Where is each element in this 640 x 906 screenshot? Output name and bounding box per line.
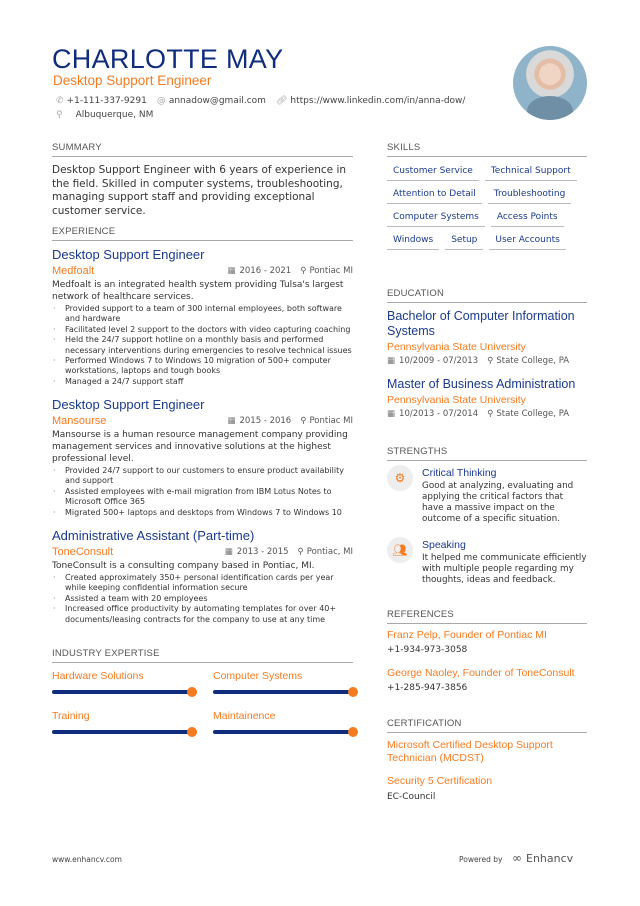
job-meta-row: [52, 265, 353, 277]
footer-site[interactable]: www.enhancv.com: [52, 855, 122, 864]
job-location: [300, 416, 353, 426]
strength-body: [422, 539, 587, 586]
at-icon: @: [156, 96, 166, 106]
location-pin-icon: ⚲: [297, 547, 304, 557]
dates-text: 10/2013 - 07/2014: [399, 409, 479, 419]
contact-location: [56, 110, 153, 120]
brand-name: Enhancv: [526, 851, 574, 865]
skill-tag: Setup: [445, 235, 483, 250]
education-dates: [387, 356, 478, 366]
location-pin-icon: ⚲: [487, 409, 494, 419]
education-dates: [387, 409, 478, 419]
certification-list: [387, 739, 587, 802]
job-entry: [52, 528, 353, 625]
company-name: Mansourse: [52, 415, 107, 427]
strength-description: It helped me communicate efficiently with multiple people regarding my thoughts, ideas and feedback.: [422, 553, 587, 585]
expertise-label: Computer Systems: [213, 670, 303, 682]
degree-title: Bachelor of Computer Information Systems: [387, 309, 575, 338]
reference-phone: +1-934-973-3058: [387, 645, 468, 655]
school-name: Pennsylvania State University: [387, 394, 526, 406]
job-meta: [225, 547, 353, 557]
certification-entry: [387, 739, 587, 765]
achievement-item: · Assisted a team with 20 employees: [52, 594, 353, 604]
job-meta-row: [52, 415, 353, 427]
expertise-level-knob: [348, 687, 358, 697]
certification-name: Security 5 Certification: [387, 775, 493, 787]
job-location: [300, 266, 353, 276]
contact-email[interactable]: [157, 96, 266, 106]
reference-phone: +1-285-947-3856: [387, 683, 468, 693]
job-dates: [227, 266, 291, 276]
location-text: Pontiac MI: [309, 416, 353, 426]
job-dates: [227, 416, 291, 426]
skill-tag: Access Points: [491, 212, 564, 227]
enhancv-logo: [512, 851, 573, 865]
expertise-item: [52, 710, 192, 734]
skill-tag: Customer Service: [387, 166, 479, 181]
job-meta: [227, 266, 353, 276]
people-icon: 👥︎: [387, 537, 413, 563]
expertise-bar: [52, 730, 192, 734]
location-text: State College, PA: [496, 356, 570, 366]
expertise-bar: [213, 730, 353, 734]
reference-name: George Naoley, Founder of ToneConsult: [387, 667, 575, 679]
achievement-item: · Facilitated level 2 support to the doctors with video capturing coaching: [52, 325, 353, 335]
references-list: [387, 629, 587, 693]
strengths-list: [387, 467, 587, 586]
education-list: [387, 309, 587, 419]
company-description: Medfoalt is an integrated health system providing Tulsa's largest network of healthcare services.: [52, 280, 344, 302]
location-text: Pontiac MI: [309, 266, 353, 276]
location-pin-icon: ⚲: [487, 356, 494, 366]
reference-entry: [387, 667, 587, 693]
skill-tag: Windows: [387, 235, 439, 250]
calendar-icon: ▦: [224, 547, 233, 557]
dates-text: 2015 - 2016: [239, 416, 292, 426]
dates-text: 2013 - 2015: [236, 547, 289, 557]
location-pin-icon: ⚲: [56, 110, 63, 120]
reference-entry: [387, 629, 587, 655]
expertise-heading: INDUSTRY EXPERTISE: [52, 648, 353, 663]
education-meta: [387, 409, 587, 419]
school-name: Pennsylvania State University: [387, 341, 526, 353]
job-title: Administrative Assistant (Part-time): [52, 528, 255, 543]
company-name: Medfoalt: [52, 265, 95, 277]
education-location: [487, 356, 569, 366]
strength-description: Good at analyzing, evaluating and applying the critical factors that have a massive impact on the outcome of a specific situation.: [422, 481, 574, 524]
profile-photo: [513, 46, 587, 120]
dates-text: 10/2009 - 07/2013: [399, 356, 479, 366]
achievement-item: · Managed a 24/7 support staff: [52, 377, 353, 387]
location-pin-icon: ⚲: [300, 266, 307, 276]
footer-powered-by: Powered by: [459, 855, 503, 864]
candidate-title: Desktop Support Engineer: [53, 73, 212, 88]
strength-title: Critical Thinking: [422, 467, 497, 479]
expertise-item: [213, 670, 353, 694]
skill-tag: User Accounts: [489, 235, 565, 250]
company-name: ToneConsult: [52, 546, 114, 558]
skill-tag: Troubleshooting: [488, 189, 572, 204]
strength-body: [422, 467, 587, 525]
phone-text: +1-111-337-9291: [66, 96, 147, 106]
achievement-item: · Migrated 500+ laptops and desktops from Windows 7 to Windows 10: [52, 508, 353, 518]
summary-heading: SUMMARY: [52, 142, 353, 157]
certification-heading: CERTIFICATION: [387, 718, 587, 733]
gears-icon: ⚙: [387, 465, 413, 491]
achievement-item: · Held the 24/7 support hotline on a monthly basis and performed necessary interventions during emergencies to resolve technical issues: [52, 335, 353, 356]
job-meta: [227, 416, 353, 426]
company-description: ToneConsult is a consulting company based in Pontiac, MI.: [52, 561, 315, 571]
education-location: [487, 409, 569, 419]
expertise-label: Hardware Solutions: [52, 670, 144, 682]
location-text: Albuquerque, NM: [75, 110, 154, 120]
strength-item: [387, 467, 587, 525]
achievement-item: · Provided 24/7 support to our customers to ensure product availability and support: [52, 466, 353, 487]
summary-text: Desktop Support Engineer with 6 years of experience in the field. Skilled in computer systems, troubleshooting, managing support staff and providing exceptional customer service.: [52, 164, 347, 217]
education-entry: [387, 377, 587, 419]
reference-name: Franz Pelp, Founder of Pontiac MI: [387, 629, 547, 641]
company-description: Mansourse is a human resource management company providing management services and innovative solutions at the highest professional level.: [52, 430, 348, 464]
expertise-level-knob: [187, 687, 197, 697]
strength-title: Speaking: [422, 539, 466, 551]
location-text: State College, PA: [496, 409, 570, 419]
candidate-name: CHARLOTTE MAY: [52, 44, 284, 74]
job-meta-row: [52, 546, 353, 558]
skills-list: [387, 166, 587, 250]
achievement-list: [52, 573, 353, 625]
certification-name: Microsoft Certified Desktop Support Technician (MCDST): [387, 739, 553, 764]
achievement-item: · Provided support to a team of 300 internal employees, both software and hardware: [52, 304, 353, 325]
education-meta: [387, 356, 587, 366]
job-dates: [225, 547, 289, 557]
expertise-item: [52, 670, 192, 694]
achievement-list: [52, 466, 353, 518]
expertise-bar: [52, 690, 192, 694]
skill-tag: Attention to Detail: [387, 189, 482, 204]
calendar-icon: ▦: [227, 266, 236, 276]
certification-issuer: EC-Council: [387, 792, 436, 802]
location-text: Pontiac, MI: [306, 547, 353, 557]
job-entry: [52, 397, 353, 518]
references-heading: REFERENCES: [387, 609, 587, 624]
link-text[interactable]: https://www.linkedin.com/in/anna-dow/: [290, 96, 466, 106]
expertise-label: Training: [52, 710, 90, 722]
contact-phone: [56, 96, 147, 106]
job-title: Desktop Support Engineer: [52, 397, 205, 412]
strength-item: [387, 539, 587, 586]
expertise-grid: [52, 670, 353, 734]
education-entry: [387, 309, 587, 366]
infinity-icon: ∞: [512, 851, 522, 865]
expertise-label: Maintainence: [213, 710, 276, 722]
strengths-heading: STRENGTHS: [387, 446, 587, 461]
skill-tag: Computer Systems: [387, 212, 485, 227]
experience-heading: EXPERIENCE: [52, 226, 353, 241]
dates-text: 2016 - 2021: [239, 266, 292, 276]
skill-tag: Technical Support: [485, 166, 577, 181]
achievement-item: · Increased office productivity by automating templates for over 40+ documents/leasing contracts for the company to use at any time: [52, 604, 353, 625]
link-icon: 🔗︎: [275, 96, 288, 106]
expertise-level-knob: [348, 727, 358, 737]
contact-row: [56, 96, 465, 106]
calendar-icon: ▦: [387, 409, 396, 419]
email-text[interactable]: annadow@gmail.com: [168, 96, 266, 106]
location-pin-icon: ⚲: [300, 416, 307, 426]
phone-icon: ✆: [56, 96, 64, 106]
education-heading: EDUCATION: [387, 288, 587, 303]
achievement-item: · Assisted employees with e-mail migration from IBM Lotus Notes to Microsoft Office 365: [52, 487, 353, 508]
achievement-item: · Created approximately 350+ personal identification cards per year while keeping confidential information secure: [52, 573, 353, 594]
calendar-icon: ▦: [227, 416, 236, 426]
degree-title: Master of Business Administration: [387, 377, 576, 391]
job-location: [298, 547, 353, 557]
expertise-item: [213, 710, 353, 734]
expertise-bar: [213, 690, 353, 694]
job-title: Desktop Support Engineer: [52, 247, 205, 262]
achievement-list: [52, 304, 353, 387]
skills-heading: SKILLS: [387, 142, 587, 157]
calendar-icon: ▦: [387, 356, 396, 366]
expertise-level-knob: [187, 727, 197, 737]
contact-link[interactable]: [276, 96, 466, 106]
job-entry: [52, 247, 353, 387]
achievement-item: · Performed Windows 7 to Windows 10 migration of 500+ computer workstations, laptops and tough books: [52, 356, 353, 377]
certification-entry: [387, 775, 587, 802]
